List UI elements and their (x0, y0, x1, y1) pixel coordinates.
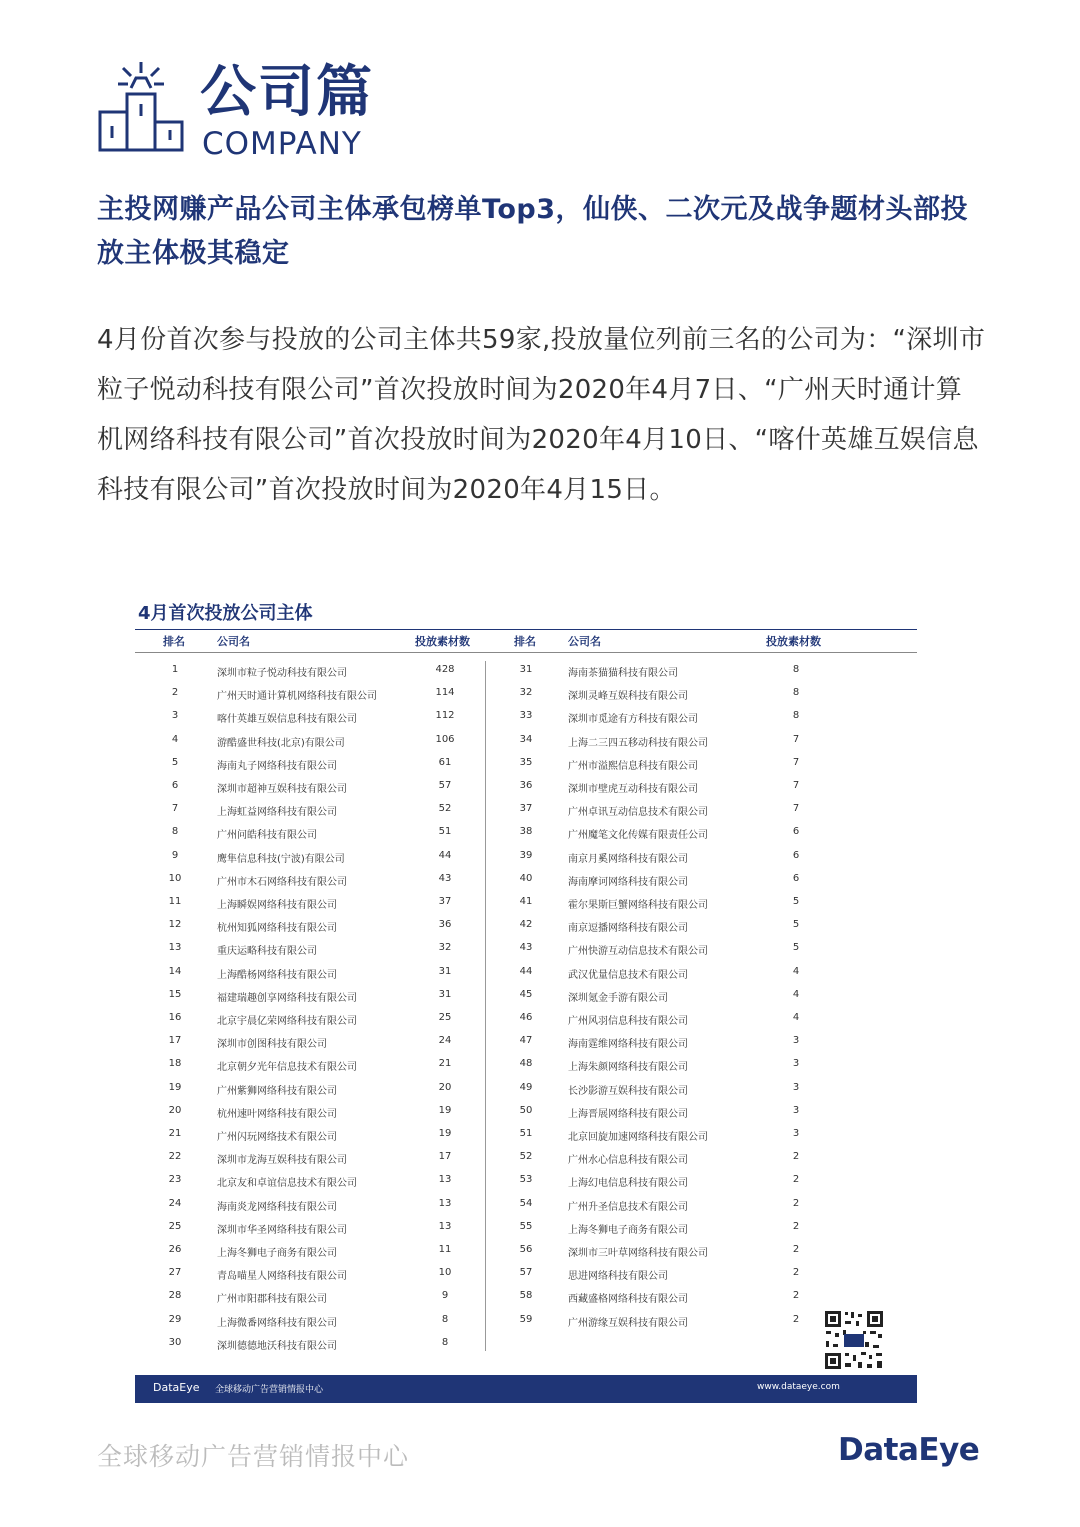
company-cell: 广州问皓科技有限公司 (217, 830, 317, 842)
count-cell: 36 (438, 919, 452, 931)
table-row (135, 731, 485, 751)
table-row (486, 754, 836, 774)
company-cell: 深圳市三叶草网络科技有限公司 (568, 1248, 708, 1259)
table-row (135, 939, 485, 959)
company-cell: 广州市木石网络科技有限公司 (217, 876, 347, 888)
rank-cell: 3 (171, 710, 179, 722)
count-cell: 19 (438, 1128, 452, 1139)
table-row (486, 847, 836, 867)
count-cell: 114 (435, 687, 455, 699)
company-cell: 海南茶猫猫科技有限公司 (568, 668, 678, 679)
count-cell: 428 (435, 664, 455, 675)
rank-cell: 4 (171, 733, 179, 745)
table-row (486, 1125, 836, 1145)
table-row (486, 661, 836, 681)
company-cell: 海南霆维网络科技有限公司 (568, 1039, 688, 1051)
table-row (135, 1079, 485, 1099)
rank-cell: 2 (171, 687, 179, 699)
table-row (135, 1055, 485, 1075)
count-cell: 37 (438, 896, 452, 907)
footer-brand: DataEye (153, 1381, 200, 1394)
count-cell: 2 (792, 1244, 800, 1255)
rank-cell: 16 (168, 1012, 182, 1023)
rank-cell: 29 (168, 1313, 182, 1325)
rank-cell: 23 (168, 1174, 182, 1186)
count-cell: 13 (438, 1197, 452, 1209)
table-row (486, 1079, 836, 1099)
table-row (135, 1148, 485, 1168)
rank-cell: 25 (168, 1220, 182, 1232)
table-row (135, 1334, 485, 1354)
count-cell: 13 (438, 1220, 452, 1232)
table-row (486, 823, 836, 843)
count-cell: 21 (438, 1058, 452, 1070)
company-cell: 深圳市华圣网络科技有限公司 (217, 1224, 347, 1236)
company-cell: 杭州知狐网络科技有限公司 (217, 923, 337, 935)
podium-icon (96, 60, 186, 156)
table-row (135, 823, 485, 843)
count-cell: 8 (441, 1336, 449, 1348)
company-cell: 深圳市超神互娱科技有限公司 (217, 784, 347, 795)
section-header (96, 58, 496, 168)
count-cell: 8 (441, 1313, 449, 1325)
company-cell: 青岛喵星人网络科技有限公司 (217, 1271, 347, 1283)
count-cell: 2 (792, 1267, 800, 1279)
rank-cell: 49 (519, 1081, 533, 1093)
count-cell: 24 (438, 1035, 452, 1047)
rank-cell: 31 (519, 664, 533, 675)
count-cell: 52 (438, 803, 452, 815)
count-cell: 57 (438, 780, 452, 791)
rank-cell: 36 (519, 780, 533, 791)
company-cell: 霍尔果斯巨蟹网络科技有限公司 (568, 900, 708, 911)
table-row (486, 1287, 836, 1307)
company-cell: 广州市阳郡科技有限公司 (217, 1294, 327, 1306)
company-cell: 喀什英雄互娱信息科技有限公司 (217, 714, 357, 726)
rank-cell: 52 (519, 1151, 533, 1163)
header-company: 公司名 (217, 635, 250, 648)
rank-cell: 9 (171, 849, 179, 861)
table-row (486, 777, 836, 797)
count-cell: 8 (792, 687, 800, 699)
table-row (135, 1125, 485, 1145)
company-cell: 上海酷杨网络科技有限公司 (217, 969, 337, 981)
count-cell: 106 (435, 733, 455, 745)
table-row (486, 893, 836, 913)
table-row (135, 1102, 485, 1122)
rank-cell: 54 (519, 1197, 533, 1209)
rank-cell: 57 (519, 1267, 533, 1279)
company-cell: 海南炎龙网络科技有限公司 (217, 1201, 337, 1213)
rank-cell: 45 (519, 988, 533, 1000)
count-cell: 6 (792, 872, 800, 884)
count-cell: 3 (792, 1128, 800, 1139)
rank-cell: 11 (168, 896, 182, 907)
table-row (135, 1287, 485, 1307)
count-cell: 25 (438, 1012, 452, 1023)
rank-cell: 17 (168, 1035, 182, 1047)
company-cell: 广州升圣信息技术有限公司 (568, 1201, 688, 1213)
rank-cell: 51 (519, 1128, 533, 1139)
rank-cell: 40 (519, 872, 533, 884)
company-cell: 深圳市创图科技有限公司 (217, 1039, 327, 1051)
count-cell: 31 (438, 988, 452, 1000)
company-cell: 广州市溢熙信息科技有限公司 (568, 760, 698, 772)
count-cell: 2 (792, 1197, 800, 1209)
table-row (135, 707, 485, 727)
table-row (486, 1102, 836, 1122)
rank-cell: 12 (168, 919, 182, 931)
rank-cell: 28 (168, 1290, 182, 1302)
company-cell: 上海冬狮电子商务有限公司 (217, 1248, 337, 1259)
count-cell: 2 (792, 1151, 800, 1163)
company-cell: 北京回旋加速网络科技有限公司 (568, 1132, 708, 1143)
count-cell: 7 (792, 780, 800, 791)
count-cell: 2 (792, 1290, 800, 1302)
rank-cell: 24 (168, 1197, 182, 1209)
count-cell: 2 (792, 1313, 800, 1325)
table-row (486, 1311, 836, 1331)
rank-cell: 43 (519, 942, 533, 954)
qr-code-icon (823, 1309, 885, 1371)
company-cell: 广州天时通计算机网络科技有限公司 (217, 691, 377, 703)
table-row (486, 1195, 836, 1215)
company-cell: 海南摩诃网络科技有限公司 (568, 876, 688, 888)
company-cell: 上海二三四五移动科技有限公司 (568, 737, 708, 749)
section-title: 公司篇 (200, 60, 374, 125)
rank-cell: 20 (168, 1104, 182, 1116)
company-cell: 深圳德德地沃科技有限公司 (217, 1340, 337, 1352)
company-cell: 福建瑞趣创享网络科技有限公司 (217, 992, 357, 1004)
rank-cell: 10 (168, 872, 182, 884)
company-cell: 杭州速叶网络科技有限公司 (217, 1108, 337, 1120)
count-cell: 8 (792, 664, 800, 675)
company-cell: 深圳市粒子悦动科技有限公司 (217, 668, 347, 679)
count-cell: 61 (438, 756, 452, 768)
count-cell: 6 (792, 826, 800, 838)
company-cell: 深圳市觅途有方科技有限公司 (568, 714, 698, 726)
count-cell: 2 (792, 1220, 800, 1232)
table-row (486, 916, 836, 936)
company-cell: 上海冬狮电子商务有限公司 (568, 1224, 688, 1236)
company-cell: 深圳氪金手游有限公司 (568, 992, 668, 1004)
company-cell: 长沙影游互娱科技有限公司 (568, 1085, 688, 1097)
company-cell: 南京月奚网络科技有限公司 (568, 853, 688, 865)
rank-cell: 26 (168, 1244, 182, 1255)
rank-cell: 38 (519, 826, 533, 838)
ranking-table (135, 597, 917, 1403)
rank-cell: 58 (519, 1290, 533, 1302)
rank-cell: 39 (519, 849, 533, 861)
count-cell: 20 (438, 1081, 452, 1093)
table-row (135, 1009, 485, 1029)
rank-cell: 53 (519, 1174, 533, 1186)
table-row (486, 1218, 836, 1238)
company-cell: 北京朝夕光年信息技术有限公司 (217, 1062, 357, 1074)
count-cell: 112 (435, 710, 455, 722)
table-row (486, 986, 836, 1006)
table-row (135, 1241, 485, 1261)
table-row (135, 754, 485, 774)
company-cell: 广州卓讯互动信息技术有限公司 (568, 807, 708, 819)
count-cell: 3 (792, 1081, 800, 1093)
count-cell: 7 (792, 733, 800, 745)
count-cell: 5 (792, 942, 800, 954)
page-footer-tagline: 全球移动广告营销情报中心 (97, 1442, 410, 1471)
table-row (486, 684, 836, 704)
company-cell: 上海虹益网络科技有限公司 (217, 807, 337, 819)
company-cell: 北京友和卓谊信息技术有限公司 (217, 1178, 357, 1190)
company-cell: 上海幻电信息科技有限公司 (568, 1178, 688, 1190)
table-row (135, 1195, 485, 1215)
company-cell: 上海瞬娱网络科技有限公司 (217, 900, 337, 911)
table-row (135, 777, 485, 797)
company-cell: 武汉优量信息技术有限公司 (568, 969, 688, 981)
table-row (135, 800, 485, 820)
count-cell: 4 (792, 965, 800, 977)
rank-cell: 35 (519, 756, 533, 768)
count-cell: 31 (438, 965, 452, 977)
count-cell: 44 (438, 849, 452, 861)
count-cell: 9 (441, 1290, 449, 1302)
table-row (486, 800, 836, 820)
table-row (135, 1218, 485, 1238)
table-row (135, 684, 485, 704)
count-cell: 32 (438, 942, 452, 954)
company-cell: 北京宇晨亿荣网络科技有限公司 (217, 1016, 357, 1027)
company-cell: 广州风羽信息科技有限公司 (568, 1016, 688, 1027)
headline: 主投网赚产品公司主体承包榜单Top3，仙侠、二次元及战争题材头部投放主体极其稳定 (97, 194, 968, 269)
table-row (135, 870, 485, 890)
count-cell: 5 (792, 919, 800, 931)
count-cell: 3 (792, 1058, 800, 1070)
rank-cell: 6 (171, 780, 179, 791)
company-cell: 海南丸子网络科技有限公司 (217, 760, 337, 772)
rank-cell: 50 (519, 1104, 533, 1116)
company-cell: 深圳市龙海互娱科技有限公司 (217, 1155, 347, 1167)
company-cell: 鹰隼信息科技(宁波)有限公司 (217, 853, 345, 865)
table-row (486, 1055, 836, 1075)
rank-cell: 41 (519, 896, 533, 907)
count-cell: 19 (438, 1104, 452, 1116)
table-row (486, 963, 836, 983)
count-cell: 4 (792, 988, 800, 1000)
company-cell: 广州水心信息科技有限公司 (568, 1155, 688, 1167)
rank-cell: 14 (168, 965, 182, 977)
table-row (135, 661, 485, 681)
rank-cell: 7 (171, 803, 179, 815)
company-cell: 南京逗播网络科技有限公司 (568, 923, 688, 935)
column-divider (485, 661, 486, 1351)
rank-cell: 18 (168, 1058, 182, 1070)
header-rank: 排名 (514, 635, 536, 648)
table-row (486, 1032, 836, 1052)
company-cell: 广州魔笔文化传媒有限责任公司 (568, 830, 708, 842)
count-cell: 6 (792, 849, 800, 861)
table-row (486, 1241, 836, 1261)
company-cell: 上海微番网络科技有限公司 (217, 1317, 337, 1329)
header-company: 公司名 (568, 635, 601, 648)
count-cell: 11 (438, 1244, 452, 1255)
table-row (135, 1264, 485, 1284)
table-row (486, 1171, 836, 1191)
company-cell: 游酷盛世科技(北京)有限公司 (217, 737, 345, 749)
table-row (486, 731, 836, 751)
count-cell: 13 (438, 1174, 452, 1186)
rank-cell: 19 (168, 1081, 182, 1093)
company-cell: 思进网络科技有限公司 (568, 1271, 668, 1283)
rank-cell: 8 (171, 826, 179, 838)
company-cell: 深圳灵峰互娱科技有限公司 (568, 691, 688, 703)
table-row (135, 916, 485, 936)
count-cell: 3 (792, 1104, 800, 1116)
count-cell: 8 (792, 710, 800, 722)
rank-cell: 44 (519, 965, 533, 977)
count-cell: 17 (438, 1151, 452, 1163)
rank-cell: 56 (519, 1244, 533, 1255)
header-rank: 排名 (163, 635, 185, 648)
rank-cell: 22 (168, 1151, 182, 1163)
count-cell: 3 (792, 1035, 800, 1047)
table-row (486, 1264, 836, 1284)
table-footer-bar (135, 1375, 917, 1403)
rank-cell: 5 (171, 756, 179, 768)
count-cell: 2 (792, 1174, 800, 1186)
rank-cell: 37 (519, 803, 533, 815)
company-cell: 上海晋展网络科技有限公司 (568, 1108, 688, 1120)
rank-cell: 27 (168, 1267, 182, 1279)
rank-cell: 55 (519, 1220, 533, 1232)
rank-cell: 30 (168, 1336, 182, 1348)
company-cell: 重庆运略科技有限公司 (217, 946, 317, 958)
rank-cell: 46 (519, 1012, 533, 1023)
footer-url[interactable]: www.dataeye.com (757, 1382, 840, 1392)
count-cell: 51 (438, 826, 452, 838)
table-title: 4月首次投放公司主体 (138, 603, 313, 624)
table-row (135, 963, 485, 983)
company-cell: 广州紫狮网络科技有限公司 (217, 1085, 337, 1097)
company-cell: 上海朱颜网络科技有限公司 (568, 1062, 688, 1074)
rank-cell: 21 (168, 1128, 182, 1139)
company-cell: 西藏盛格网络科技有限公司 (568, 1294, 688, 1306)
rank-cell: 34 (519, 733, 533, 745)
table-row (486, 870, 836, 890)
company-cell: 广州快游互动信息技术有限公司 (568, 946, 708, 958)
table-header (135, 629, 917, 653)
table-row (135, 893, 485, 913)
table-row (135, 1311, 485, 1331)
header-count: 投放素材数 (766, 635, 821, 648)
rank-cell: 33 (519, 710, 533, 722)
rank-cell: 48 (519, 1058, 533, 1070)
table-row (135, 986, 485, 1006)
table-row (486, 1009, 836, 1029)
table-row (486, 939, 836, 959)
rank-cell: 42 (519, 919, 533, 931)
table-row (135, 847, 485, 867)
count-cell: 5 (792, 896, 800, 907)
company-cell: 广州游缘互娱科技有限公司 (568, 1317, 688, 1329)
section-subtitle: COMPANY (202, 126, 362, 162)
count-cell: 4 (792, 1012, 800, 1023)
rank-cell: 47 (519, 1035, 533, 1047)
rank-cell: 59 (519, 1313, 533, 1325)
company-cell: 广州闪玩网络技术有限公司 (217, 1132, 337, 1143)
footer-tagline: 全球移动广告营销情报中心 (215, 1385, 324, 1395)
count-cell: 10 (438, 1267, 452, 1279)
count-cell: 43 (438, 872, 452, 884)
rank-cell: 32 (519, 687, 533, 699)
page-footer-logo: DataEye (838, 1432, 980, 1468)
count-cell: 7 (792, 803, 800, 815)
rank-cell: 13 (168, 942, 182, 954)
table-row (135, 1171, 485, 1191)
rank-cell: 1 (171, 664, 179, 675)
rank-cell: 15 (168, 988, 182, 1000)
company-cell: 深圳市壁虎互动科技有限公司 (568, 784, 698, 795)
table-row (486, 1148, 836, 1168)
table-row (135, 1032, 485, 1052)
header-count: 投放素材数 (415, 635, 470, 648)
count-cell: 7 (792, 756, 800, 768)
body-paragraph: 4月份首次参与投放的公司主体共59家,投放量位列前三名的公司为：“深圳市粒子悦动科技有限公司”首次投放时间为2020年4月7日、“广州天时通计算机网络科技有限公司”首次投放时间为2020年4月10日、“喀什英雄互娱信息科技有限公司”首次投放时间为2020年4月15日。 (97, 325, 986, 505)
table-row (486, 707, 836, 727)
